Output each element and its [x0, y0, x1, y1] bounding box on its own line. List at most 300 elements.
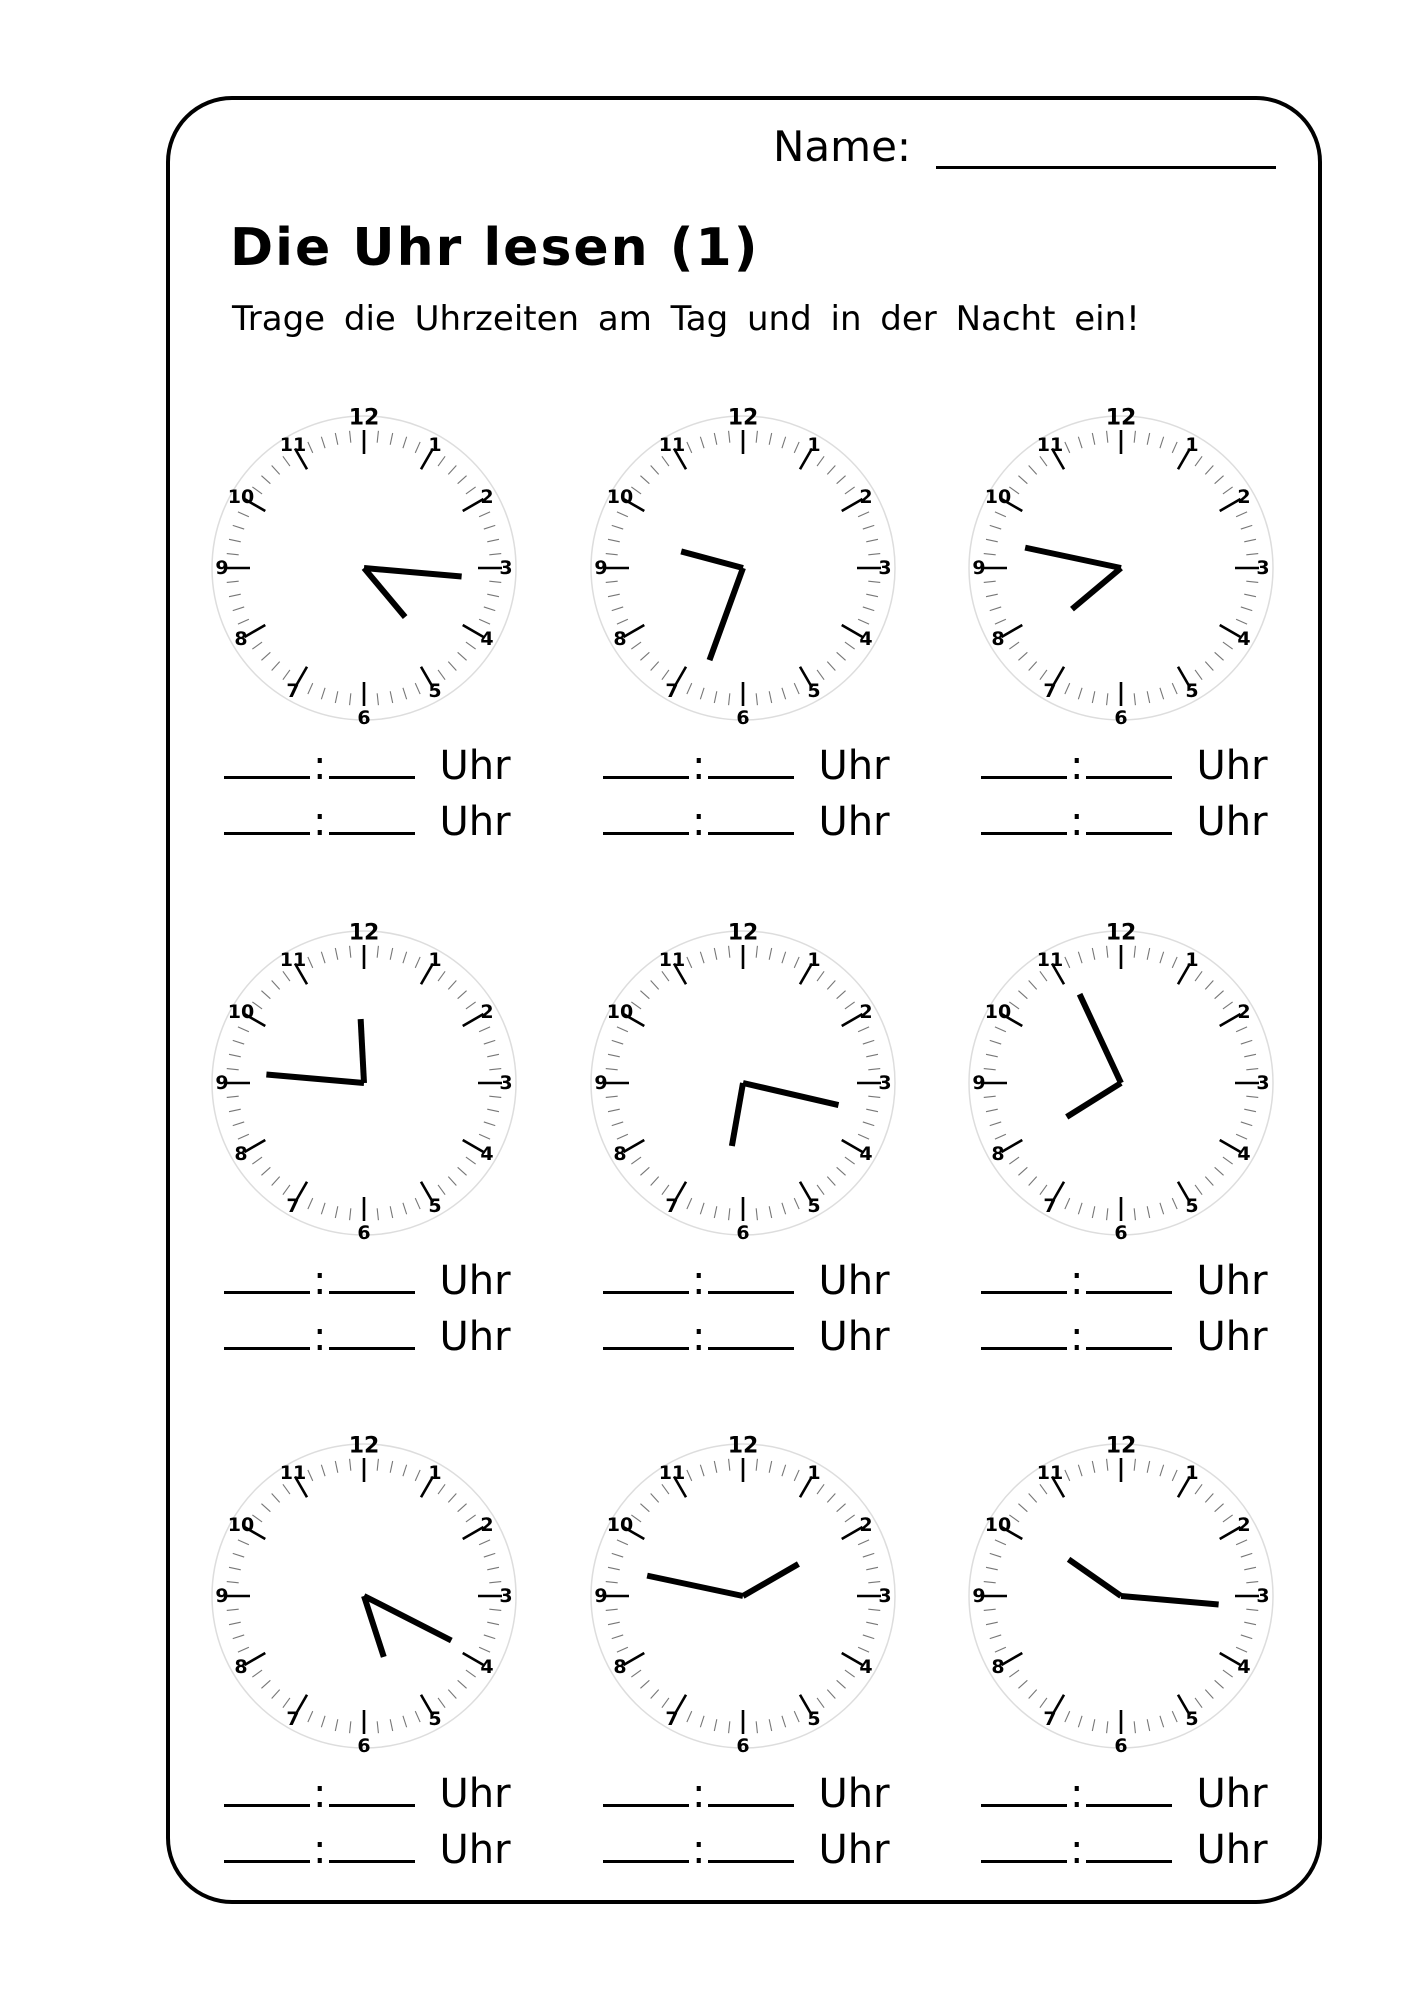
minute-tick — [700, 437, 704, 448]
answer-colon: : — [313, 1827, 327, 1873]
minute-tick — [1134, 693, 1135, 705]
minute-tick — [986, 594, 998, 596]
minute-tick — [782, 437, 786, 448]
clock-numeral-8: 8 — [991, 1656, 1005, 1678]
hour-blank[interactable] — [224, 1804, 310, 1807]
minute-tick — [714, 948, 716, 960]
minute-tick — [845, 1515, 855, 1522]
minute-tick — [1241, 607, 1252, 611]
minute-tick — [484, 1635, 495, 1639]
minute-tick — [837, 476, 846, 484]
minute-tick — [321, 688, 325, 699]
clock-numeral-1: 1 — [807, 1462, 821, 1485]
minute-blank[interactable] — [708, 832, 794, 835]
clock-numeral-3: 3 — [499, 1072, 513, 1094]
clock-numeral-8: 8 — [234, 1143, 248, 1165]
minute-tick — [1205, 980, 1213, 989]
minute-tick — [1246, 1069, 1258, 1070]
minute-tick — [729, 1459, 730, 1471]
minute-tick — [1195, 1185, 1202, 1195]
minute-tick — [1065, 1711, 1070, 1722]
minute-tick — [283, 1698, 290, 1708]
minute-tick — [1172, 442, 1177, 453]
clock-numeral-5: 5 — [807, 679, 821, 702]
minute-tick — [1147, 433, 1149, 445]
minute-tick — [1078, 437, 1082, 448]
minute-tick — [608, 1567, 620, 1569]
minute-tick — [651, 1690, 659, 1699]
minute-tick — [283, 971, 290, 981]
hour-blank[interactable] — [603, 776, 689, 779]
minute-tick — [1147, 691, 1149, 703]
unit-label: Uhr — [439, 1771, 511, 1817]
minute-blank[interactable] — [329, 832, 415, 835]
minute-tick — [403, 437, 407, 448]
minute-tick — [252, 642, 262, 649]
minute-tick — [1241, 1122, 1252, 1126]
hour-blank[interactable] — [224, 1291, 310, 1294]
minute-tick — [817, 670, 824, 680]
minute-tick — [606, 1069, 618, 1070]
clock-numeral-9: 9 — [972, 1072, 986, 1094]
minute-tick — [1205, 1493, 1213, 1502]
minute-tick — [1078, 688, 1082, 699]
clock-numeral-3: 3 — [1256, 1072, 1270, 1094]
minute-tick — [261, 476, 270, 484]
clock-numeral-4: 4 — [859, 628, 873, 650]
minute-tick — [487, 1567, 499, 1569]
minute-tick — [1018, 1167, 1027, 1175]
minute-blank[interactable] — [329, 776, 415, 779]
minute-tick — [863, 1040, 874, 1044]
minute-tick — [984, 1069, 996, 1070]
clock-numeral-11: 11 — [1036, 1462, 1064, 1485]
minute-tick — [1241, 1040, 1252, 1044]
minute-tick — [487, 1622, 499, 1624]
minute-tick — [984, 554, 996, 555]
answer-row — [224, 1314, 511, 1360]
clock-numeral-4: 4 — [480, 1143, 494, 1165]
minute-tick — [1107, 1459, 1108, 1471]
clock-numeral-12: 12 — [348, 920, 380, 946]
minute-blank[interactable] — [329, 1347, 415, 1350]
minute-tick — [415, 957, 420, 968]
clock-numeral-3: 3 — [878, 1072, 892, 1094]
answer-row — [981, 1827, 1268, 1873]
minute-tick — [261, 1504, 270, 1512]
clock-numeral-11: 11 — [279, 1462, 307, 1485]
minute-tick — [640, 991, 649, 999]
clock-face-7 — [202, 1434, 526, 1758]
minute-tick — [466, 642, 476, 649]
minute-tick — [837, 652, 846, 660]
hour-blank[interactable] — [603, 832, 689, 835]
minute-tick — [415, 683, 420, 694]
clock-numeral-11: 11 — [658, 1462, 686, 1485]
minute-tick — [261, 1680, 270, 1688]
clock-numeral-7: 7 — [286, 1194, 300, 1217]
unit-label: Uhr — [439, 743, 511, 789]
minute-tick — [1160, 1203, 1164, 1214]
minute-tick — [837, 991, 846, 999]
minute-tick — [1092, 1461, 1094, 1473]
minute-tick — [448, 1690, 456, 1699]
clock-numeral-8: 8 — [991, 1143, 1005, 1165]
minute-tick — [350, 946, 351, 958]
minute-tick — [990, 1635, 1001, 1639]
minute-tick — [227, 1096, 239, 1097]
hour-hand — [1067, 1083, 1121, 1117]
hour-blank[interactable] — [603, 1347, 689, 1350]
minute-tick — [769, 1719, 771, 1731]
clock-numeral-6: 6 — [357, 1735, 371, 1757]
minute-tick — [350, 431, 351, 443]
minute-tick — [612, 525, 623, 529]
minute-tick — [1134, 1459, 1135, 1471]
minute-blank[interactable] — [1086, 1347, 1172, 1350]
minute-tick — [729, 1208, 730, 1220]
clock-numeral-2: 2 — [1237, 1001, 1251, 1023]
clock-numeral-11: 11 — [658, 949, 686, 972]
minute-tick — [448, 1493, 456, 1502]
minute-tick — [845, 487, 855, 494]
clock-numeral-10: 10 — [606, 1514, 634, 1536]
minute-tick — [769, 1461, 771, 1473]
minute-tick — [390, 948, 392, 960]
minute-tick — [1236, 1027, 1247, 1032]
minute-tick — [489, 1582, 501, 1583]
unit-label: Uhr — [439, 1827, 511, 1873]
minute-blank[interactable] — [1086, 1804, 1172, 1807]
hour-blank[interactable] — [224, 1347, 310, 1350]
minute-tick — [986, 539, 998, 541]
minute-tick — [377, 431, 378, 443]
minute-tick — [794, 442, 799, 453]
clock-numeral-7: 7 — [1043, 1707, 1057, 1730]
clock-numeral-4: 4 — [480, 1656, 494, 1678]
minute-tick — [640, 1167, 649, 1175]
minute-tick — [1244, 1054, 1256, 1056]
minute-tick — [700, 1203, 704, 1214]
name-input-line[interactable] — [936, 166, 1276, 169]
minute-tick — [272, 1177, 280, 1186]
minute-tick — [1147, 1461, 1149, 1473]
minute-tick — [617, 512, 628, 517]
clock-numeral-9: 9 — [594, 1585, 608, 1607]
minute-tick — [837, 1504, 846, 1512]
minute-tick — [377, 946, 378, 958]
minute-tick — [1029, 1177, 1037, 1186]
minute-tick — [350, 693, 351, 705]
minute-tick — [1009, 642, 1019, 649]
minute-tick — [448, 662, 456, 671]
minute-blank[interactable] — [708, 1347, 794, 1350]
answer-colon: : — [692, 1827, 706, 1873]
minute-tick — [1107, 1721, 1108, 1733]
answer-colon: : — [1070, 743, 1084, 789]
minute-tick — [227, 1582, 239, 1583]
minute-tick — [335, 1206, 337, 1218]
minute-tick — [782, 1716, 786, 1727]
minute-tick — [1160, 437, 1164, 448]
minute-tick — [612, 1553, 623, 1557]
minute-tick — [1223, 1002, 1233, 1009]
minute-tick — [1018, 1504, 1027, 1512]
minute-tick — [606, 581, 618, 582]
clock-numeral-4: 4 — [859, 1656, 873, 1678]
clock-numeral-12: 12 — [1105, 920, 1137, 946]
clock-numeral-7: 7 — [665, 679, 679, 702]
clock-numeral-3: 3 — [499, 1585, 513, 1607]
minute-tick — [837, 1167, 846, 1175]
minute-tick — [403, 1203, 407, 1214]
minute-blank[interactable] — [329, 1860, 415, 1863]
hour-blank[interactable] — [603, 1860, 689, 1863]
minute-tick — [986, 1109, 998, 1111]
minute-tick — [227, 554, 239, 555]
minute-tick — [335, 1719, 337, 1731]
minute-tick — [687, 1711, 692, 1722]
minute-tick — [1244, 539, 1256, 541]
minute-tick — [866, 1109, 878, 1111]
minute-hand — [364, 568, 462, 577]
clock-numeral-9: 9 — [215, 557, 229, 579]
clock-numeral-9: 9 — [215, 1585, 229, 1607]
minute-blank[interactable] — [708, 1804, 794, 1807]
minute-tick — [1160, 952, 1164, 963]
hour-blank[interactable] — [981, 1347, 1067, 1350]
answer-row — [981, 743, 1268, 789]
minute-tick — [1195, 1484, 1202, 1494]
clock-numeral-10: 10 — [984, 1001, 1012, 1023]
clock-numeral-12: 12 — [727, 405, 759, 431]
unit-label: Uhr — [439, 799, 511, 845]
minute-tick — [229, 539, 241, 541]
clock-numeral-9: 9 — [594, 557, 608, 579]
answer-colon: : — [692, 1314, 706, 1360]
minute-tick — [984, 1609, 996, 1610]
minute-tick — [233, 1553, 244, 1557]
hour-blank[interactable] — [603, 1291, 689, 1294]
hour-blank[interactable] — [981, 1860, 1067, 1863]
minute-tick — [984, 581, 996, 582]
minute-tick — [233, 607, 244, 611]
minute-tick — [489, 1069, 501, 1070]
minute-tick — [377, 693, 378, 705]
clock-numeral-6: 6 — [357, 1222, 371, 1244]
minute-tick — [827, 662, 835, 671]
minute-tick — [479, 1134, 490, 1139]
answer-colon: : — [692, 1258, 706, 1304]
minute-tick — [1246, 1096, 1258, 1097]
minute-tick — [1029, 1690, 1037, 1699]
clock-numeral-10: 10 — [984, 1514, 1012, 1536]
minute-blank[interactable] — [708, 1291, 794, 1294]
minute-blank[interactable] — [708, 1860, 794, 1863]
minute-tick — [631, 642, 641, 649]
minute-tick — [489, 1096, 501, 1097]
minute-tick — [321, 1465, 325, 1476]
minute-blank[interactable] — [329, 1291, 415, 1294]
minute-tick — [617, 1647, 628, 1652]
minute-tick — [863, 1553, 874, 1557]
minute-tick — [283, 456, 290, 466]
clock-numeral-1: 1 — [807, 434, 821, 457]
minute-tick — [321, 1203, 325, 1214]
minute-tick — [458, 476, 467, 484]
minute-tick — [272, 662, 280, 671]
minute-tick — [272, 465, 280, 474]
clock-face-1 — [202, 406, 526, 730]
minute-tick — [1040, 670, 1047, 680]
clock-numeral-8: 8 — [613, 1143, 627, 1165]
unit-label: Uhr — [1196, 1314, 1268, 1360]
hour-blank[interactable] — [224, 776, 310, 779]
minute-tick — [845, 1670, 855, 1677]
minute-tick — [756, 431, 757, 443]
clock-face-5 — [581, 921, 905, 1245]
hour-blank[interactable] — [224, 1860, 310, 1863]
clock-numeral-5: 5 — [1185, 679, 1199, 702]
minute-tick — [651, 980, 659, 989]
minute-tick — [1246, 1609, 1258, 1610]
hour-hand — [364, 568, 405, 617]
minute-tick — [858, 619, 869, 624]
clock-numeral-1: 1 — [807, 949, 821, 972]
minute-tick — [466, 1670, 476, 1677]
clock-numeral-3: 3 — [878, 1585, 892, 1607]
clock-numeral-2: 2 — [859, 1001, 873, 1023]
clock-numeral-12: 12 — [348, 405, 380, 431]
minute-blank[interactable] — [1086, 776, 1172, 779]
minute-tick — [1241, 1553, 1252, 1557]
minute-tick — [687, 683, 692, 694]
minute-tick — [1029, 980, 1037, 989]
minute-tick — [466, 1002, 476, 1009]
hour-blank[interactable] — [603, 1804, 689, 1807]
minute-tick — [617, 1540, 628, 1545]
clock-numeral-12: 12 — [348, 1433, 380, 1459]
unit-label: Uhr — [1196, 799, 1268, 845]
minute-tick — [308, 1198, 313, 1209]
minute-tick — [1147, 1206, 1149, 1218]
minute-tick — [403, 688, 407, 699]
answer-row — [603, 1258, 890, 1304]
minute-tick — [415, 1711, 420, 1722]
minute-blank[interactable] — [329, 1804, 415, 1807]
minute-tick — [866, 1054, 878, 1056]
clock-numeral-4: 4 — [480, 628, 494, 650]
minute-tick — [995, 1647, 1006, 1652]
minute-tick — [487, 1109, 499, 1111]
minute-tick — [608, 594, 620, 596]
minute-tick — [1040, 1698, 1047, 1708]
minute-tick — [233, 525, 244, 529]
minute-tick — [782, 952, 786, 963]
clock-numeral-2: 2 — [480, 486, 494, 508]
minute-tick — [377, 1208, 378, 1220]
answer-row — [224, 1771, 511, 1817]
minute-tick — [756, 1208, 757, 1220]
minute-tick — [612, 1635, 623, 1639]
minute-tick — [1147, 948, 1149, 960]
clock-numeral-11: 11 — [658, 434, 686, 457]
clock-numeral-12: 12 — [727, 920, 759, 946]
minute-blank[interactable] — [1086, 1860, 1172, 1863]
minute-tick — [756, 1459, 757, 1471]
minute-tick — [489, 581, 501, 582]
answer-row — [603, 1771, 890, 1817]
minute-tick — [651, 465, 659, 474]
clock-numeral-8: 8 — [234, 628, 248, 650]
worksheet-instruction: Trage die Uhrzeiten am Tag und in der Nacht ein! — [232, 299, 1140, 339]
minute-tick — [1195, 1698, 1202, 1708]
minute-tick — [687, 957, 692, 968]
unit-label: Uhr — [439, 1258, 511, 1304]
minute-tick — [1236, 1134, 1247, 1139]
minute-tick — [687, 442, 692, 453]
clock-numeral-5: 5 — [807, 1707, 821, 1730]
clock-numeral-10: 10 — [227, 1514, 255, 1536]
answer-row — [603, 743, 890, 789]
answer-colon: : — [1070, 1771, 1084, 1817]
minute-tick — [837, 1680, 846, 1688]
hour-blank[interactable] — [981, 832, 1067, 835]
minute-tick — [1236, 619, 1247, 624]
minute-tick — [700, 688, 704, 699]
minute-tick — [984, 1582, 996, 1583]
hour-blank[interactable] — [981, 1804, 1067, 1807]
minute-blank[interactable] — [708, 776, 794, 779]
minute-tick — [700, 1716, 704, 1727]
minute-tick — [868, 1609, 880, 1610]
minute-hand — [1025, 548, 1121, 568]
unit-label: Uhr — [1196, 743, 1268, 789]
minute-tick — [794, 1711, 799, 1722]
minute-tick — [335, 433, 337, 445]
minute-blank[interactable] — [1086, 1291, 1172, 1294]
minute-tick — [484, 525, 495, 529]
clock-numeral-6: 6 — [736, 707, 750, 729]
clock-numeral-6: 6 — [357, 707, 371, 729]
answer-row — [603, 799, 890, 845]
clock-face-3 — [959, 406, 1283, 730]
clock-numeral-6: 6 — [736, 1222, 750, 1244]
minute-tick — [827, 1177, 835, 1186]
minute-tick — [1195, 456, 1202, 466]
minute-tick — [229, 594, 241, 596]
minute-tick — [479, 619, 490, 624]
minute-tick — [858, 1647, 869, 1652]
minute-tick — [756, 693, 757, 705]
minute-tick — [1092, 433, 1094, 445]
minute-tick — [448, 465, 456, 474]
minute-blank[interactable] — [1086, 832, 1172, 835]
minute-tick — [438, 1698, 445, 1708]
minute-tick — [662, 1484, 669, 1494]
minute-tick — [866, 1567, 878, 1569]
hour-blank[interactable] — [981, 1291, 1067, 1294]
minute-tick — [714, 1206, 716, 1218]
minute-tick — [640, 652, 649, 660]
minute-tick — [1107, 693, 1108, 705]
hour-blank[interactable] — [224, 832, 310, 835]
minute-tick — [252, 1670, 262, 1677]
clock-numeral-1: 1 — [1185, 949, 1199, 972]
hour-blank[interactable] — [981, 776, 1067, 779]
minute-tick — [1195, 670, 1202, 680]
minute-tick — [863, 1122, 874, 1126]
